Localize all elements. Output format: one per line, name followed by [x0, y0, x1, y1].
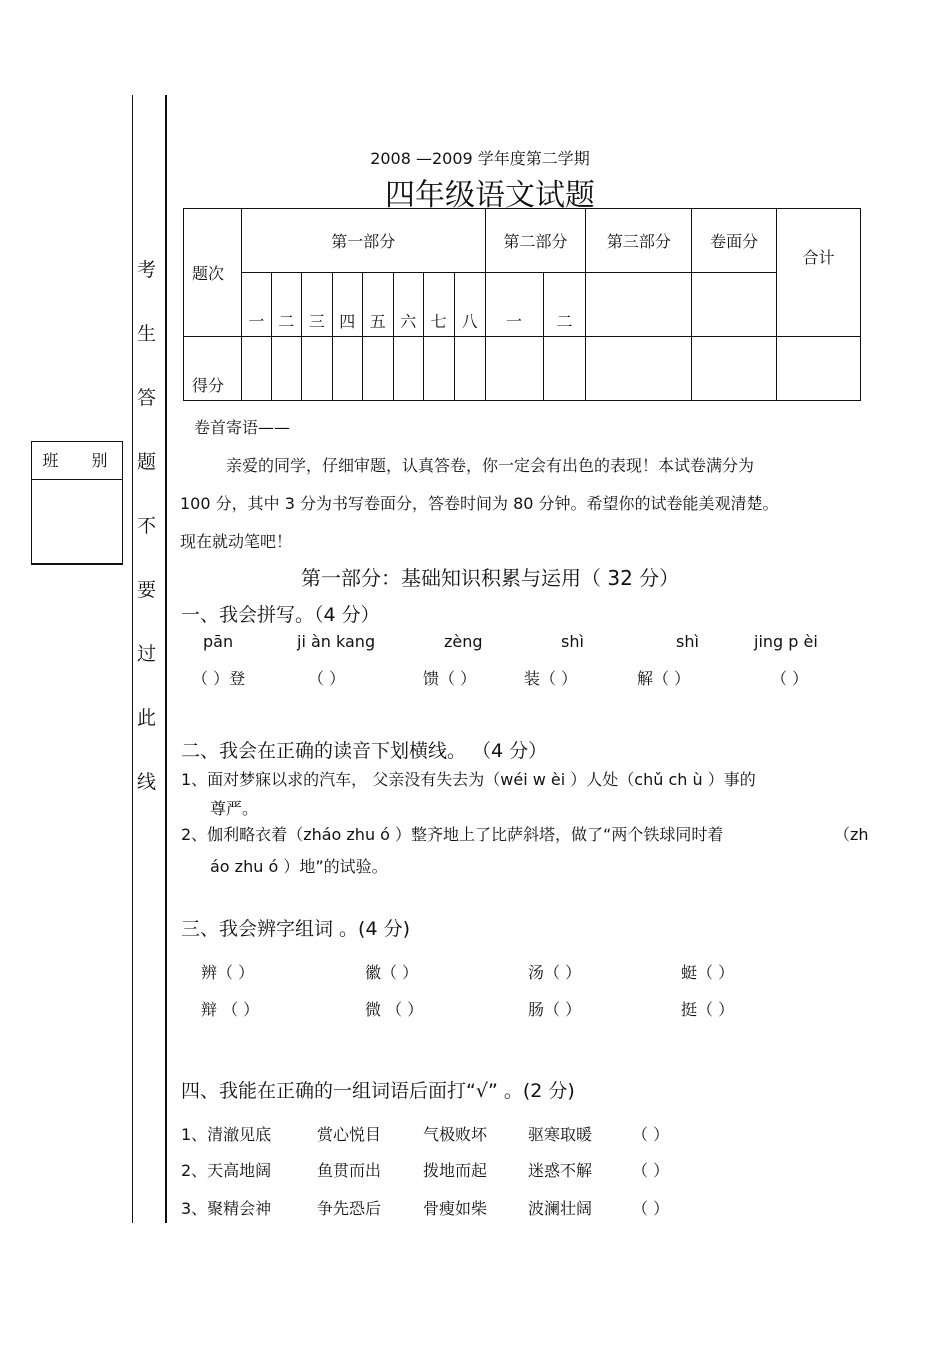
intro-heading: 卷首寄语——	[194, 418, 291, 437]
q2-sentence-2-cont: áo zhu ó ）地”的试验。	[210, 857, 388, 876]
score-cell[interactable]	[332, 336, 362, 400]
item-cell: 四	[332, 273, 362, 336]
q4-word: 波澜壮阔	[528, 1199, 593, 1218]
score-cell[interactable]	[271, 336, 301, 400]
intro-line-1: 亲爱的同学，仔细审题，认真答卷，你一定会有出色的表现！本试卷满分为	[226, 456, 755, 475]
q1-blank[interactable]: 装（ ）	[524, 669, 578, 688]
q3-item[interactable]: 挺（ ）	[681, 1000, 735, 1019]
score-cell[interactable]	[777, 336, 861, 400]
q3-item[interactable]: 蜓（ ）	[681, 963, 735, 982]
part1-title: 第一部分：基础知识积累与运用（ 32 分）	[301, 566, 680, 590]
q3-item[interactable]: 肠（ ）	[528, 1000, 582, 1019]
item-cell: 三	[301, 273, 332, 336]
q1-blank[interactable]: （ ）	[308, 669, 346, 688]
page-title: 四年级语文试题	[385, 178, 595, 213]
q1-blank[interactable]: 解（ ）	[637, 669, 691, 688]
score-table	[183, 208, 861, 401]
class-label: 班 别	[32, 442, 122, 480]
q4-word: 拨地而起	[423, 1161, 488, 1180]
q4-word: 驱寒取暖	[528, 1125, 593, 1144]
margin-line-left	[132, 95, 133, 1223]
q3-title: 三、我会辨字组词 。(4 分)	[181, 918, 410, 940]
q2-s2-part: （zháo zhu ó ）整齐地上了比萨斜塔，做了“两个铁球同时着	[287, 825, 724, 844]
score-cell[interactable]	[485, 336, 543, 400]
margin-line-right	[165, 95, 167, 1223]
row-label-score: 得分	[184, 336, 242, 400]
header-part2: 第二部分	[485, 209, 586, 273]
q4-check-blank[interactable]: （ ）	[632, 1161, 670, 1180]
item-cell: 一	[485, 273, 543, 336]
header-total: 合计	[777, 209, 861, 337]
intro-line-2: 100 分，其中 3 分为书写卷面分，答卷时间为 80 分钟。希望你的试卷能美观清楚。	[180, 494, 779, 513]
school-year: 2008 —2009 学年度第二学期	[370, 149, 590, 168]
class-box	[31, 441, 123, 565]
note-char: 不	[137, 515, 157, 537]
q1-title: 一、我会拼写。（4 分）	[181, 604, 380, 626]
note-char: 过	[137, 643, 157, 665]
pinyin: ji àn kang	[297, 632, 376, 651]
pinyin: zèng	[444, 632, 483, 651]
row-label-item: 题次	[184, 209, 242, 337]
note-char: 此	[137, 707, 157, 729]
note-char: 线	[137, 771, 157, 793]
q2-s2-tail: （zh	[834, 825, 869, 844]
empty-cell	[586, 273, 692, 336]
score-cell[interactable]	[423, 336, 454, 400]
note-char: 题	[137, 451, 157, 473]
score-cell[interactable]	[301, 336, 332, 400]
item-cell: 七	[423, 273, 454, 336]
score-cell[interactable]	[586, 336, 692, 400]
q1-blank[interactable]: （ ）登	[192, 669, 246, 688]
q4-word: 迷惑不解	[528, 1161, 593, 1180]
header-neatness: 卷面分	[692, 209, 777, 273]
q4-word: 赏心悦目	[317, 1125, 382, 1144]
q1-blank[interactable]: （ ）	[771, 669, 809, 688]
class-field[interactable]	[32, 480, 122, 564]
q2-sentence-1	[181, 767, 756, 790]
score-cell[interactable]	[393, 336, 423, 400]
score-cell[interactable]	[454, 336, 485, 400]
note-char: 要	[137, 579, 157, 601]
q4-word: 骨瘦如柴	[423, 1199, 488, 1218]
q2-s1-part: 1、面对梦寐以求的汽车， 父亲没有失去为	[181, 770, 485, 789]
item-cell: 六	[393, 273, 423, 336]
item-cell: 二	[543, 273, 586, 336]
q4-word: 3、聚精会神	[181, 1199, 272, 1218]
q3-item[interactable]: 辩 （ ）	[201, 1000, 260, 1019]
intro-line-3: 现在就动笔吧！	[180, 532, 293, 551]
score-cell[interactable]	[362, 336, 393, 400]
score-cell[interactable]	[692, 336, 777, 400]
q3-item[interactable]: 徽（ ）	[365, 963, 419, 982]
q2-s1-part: （chǔ ch ù ）事的	[618, 770, 756, 789]
q4-word: 2、天高地阔	[181, 1161, 272, 1180]
q2-sentence-1-cont: 尊严。	[210, 799, 259, 818]
score-cell[interactable]	[543, 336, 586, 400]
q4-check-blank[interactable]: （ ）	[632, 1199, 670, 1218]
q3-item[interactable]: 汤（ ）	[528, 963, 582, 982]
q4-title: 四、我能在正确的一组词语后面打“√” 。(2 分)	[181, 1080, 575, 1102]
header-part1: 第一部分	[241, 209, 485, 273]
item-cell: 五	[362, 273, 393, 336]
note-char: 答	[137, 387, 157, 409]
header-part3: 第三部分	[586, 209, 692, 273]
q4-word: 1、清澈见底	[181, 1125, 272, 1144]
q3-item[interactable]: 微 （ ）	[365, 1000, 424, 1019]
q1-blank[interactable]: 馈（ ）	[423, 669, 477, 688]
q2-s2-part: 2、伽利略衣着	[181, 825, 288, 844]
q2-title: 二、我会在正确的读音下划横线。 （4 分）	[181, 740, 548, 762]
pinyin: shì	[561, 632, 584, 651]
note-char: 生	[137, 323, 157, 345]
q4-word: 鱼贯而出	[317, 1161, 382, 1180]
q4-word: 气极败坏	[423, 1125, 488, 1144]
q4-check-blank[interactable]: （ ）	[632, 1125, 670, 1144]
q2-sentence-2	[181, 822, 723, 845]
pinyin: pān	[203, 632, 234, 651]
note-char: 考	[137, 259, 157, 281]
score-cell[interactable]	[241, 336, 271, 400]
item-cell: 八	[454, 273, 485, 336]
pinyin: jing p èi	[754, 632, 818, 651]
q2-s1-part: （wéi w èi ）人处	[484, 770, 619, 789]
item-cell: 一	[241, 273, 271, 336]
item-cell: 二	[271, 273, 301, 336]
pinyin: shì	[676, 632, 699, 651]
q4-word: 争先恐后	[317, 1199, 382, 1218]
q3-item[interactable]: 辨（ ）	[201, 963, 255, 982]
empty-cell	[692, 273, 777, 336]
